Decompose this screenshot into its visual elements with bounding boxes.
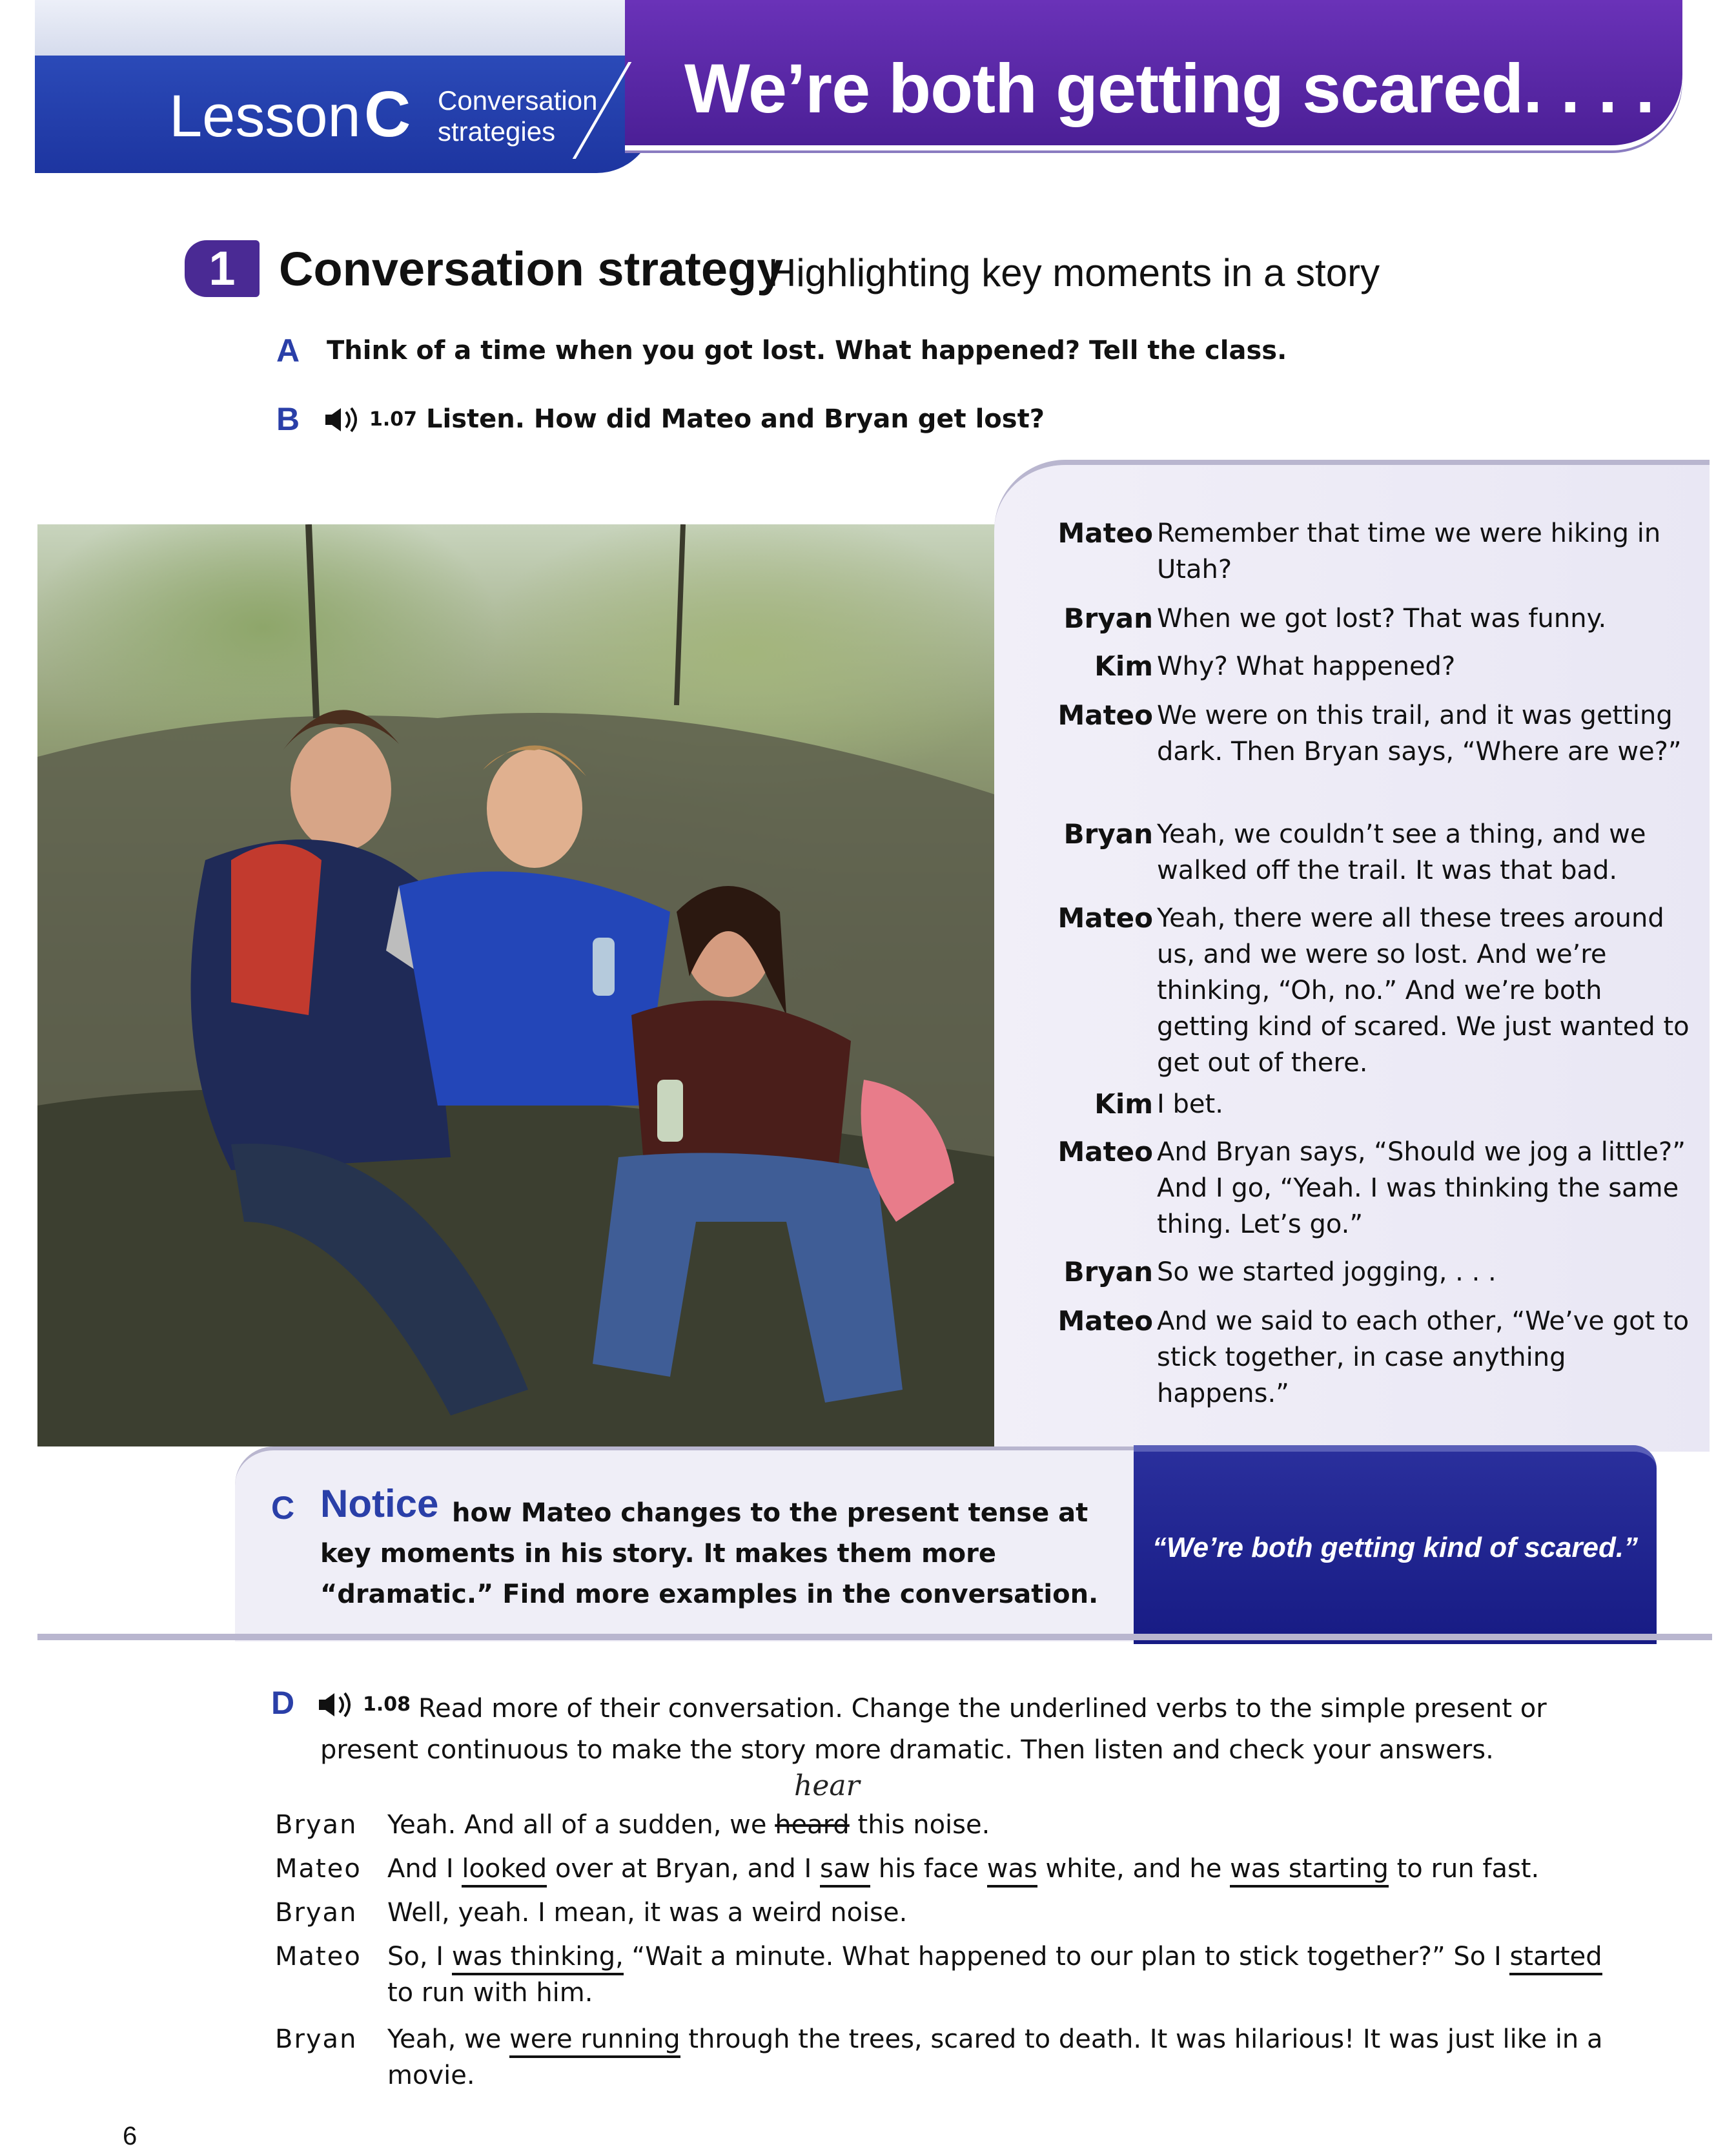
dialogue-text: Yeah, we	[387, 2024, 510, 2054]
section-title: Conversation strategy	[279, 242, 784, 296]
notice-text-block	[320, 1493, 1121, 1615]
speaker-line: And Bryan says, “Should we jog a little?” And I go, “Yeah. I was thinking the same thing. Let’s go.”	[1157, 1137, 1686, 1239]
speaker-line: We were on this trail, and it was getting dark. Then Bryan says, “Where are we?”	[1157, 701, 1682, 767]
dialogue-line	[387, 2021, 1614, 2094]
speaker-name: Bryan	[1063, 602, 1153, 634]
speaker-line: And we said to each other, “We’ve got to stick together, in case anything happens.”	[1157, 1306, 1690, 1408]
dialogue-text: his face	[870, 1854, 987, 1884]
lesson-letter: C	[364, 78, 411, 150]
lesson-subtitle-line2: strategies	[438, 116, 556, 147]
speaker-name: Mateo	[1057, 699, 1153, 731]
dialogue-speaker: Bryan	[275, 2024, 358, 2054]
underlined-verb[interactable]: started	[1509, 1942, 1602, 1975]
dialogue-text: white, and he	[1037, 1854, 1231, 1884]
underlined-verb[interactable]: was starting	[1230, 1854, 1389, 1888]
underlined-verb[interactable]: was thinking,	[452, 1942, 624, 1975]
step-d-letter: D	[271, 1685, 295, 1721]
dialogue-text: And I	[387, 1854, 462, 1884]
hikers-photo	[37, 524, 998, 1446]
panel-bottom-bar	[37, 1634, 1712, 1640]
step-b-text: Listen. How did Mateo and Bryan get lost?	[426, 404, 1045, 434]
speaker-name: Kim	[1094, 650, 1153, 682]
dialogue-text: over at Bryan, and I	[547, 1854, 821, 1884]
speaker-name: Bryan	[1063, 818, 1153, 850]
dialogue-text: So, I	[387, 1942, 452, 1971]
speaker-line: Why? What happened?	[1157, 652, 1456, 681]
underlined-verb[interactable]: was	[987, 1854, 1037, 1888]
step-d-text-block	[320, 1688, 1611, 1771]
speaker-line: Remember that time we were hiking in Utah?	[1157, 519, 1661, 584]
step-d-text: Read more of their conversation. Change the underlined verbs to the simple present or present continuous to make the story more dramatic. Then listen and check your answers.	[320, 1694, 1547, 1765]
header-top-strip	[35, 0, 680, 56]
speaker-name: Mateo	[1057, 1136, 1153, 1168]
dialogue-text: this noise.	[849, 1810, 990, 1840]
handwritten-answer: hear	[794, 1769, 860, 1802]
crossed-out-verb: heard	[775, 1810, 850, 1840]
speaker-line: Yeah, there were all these trees around us, and we were so lost. And we’re thinking, “Oh, no.” And we’re both getting kind of scared. We just wanted to get out of there.	[1157, 903, 1690, 1078]
speaker-line: Yeah, we couldn’t see a thing, and we walked off the trail. It was that bad.	[1157, 819, 1646, 885]
dialogue-speaker: Mateo	[275, 1854, 362, 1884]
speaker-line: So we started jogging, . . .	[1157, 1257, 1496, 1287]
dialogue-line	[387, 1939, 1614, 2011]
underlined-verb[interactable]: looked	[462, 1854, 547, 1888]
speaker-name: Mateo	[1057, 902, 1153, 934]
speaker-line: When we got lost? That was funny.	[1157, 604, 1607, 633]
lesson-title: We’re both getting scared. . . .	[684, 49, 1655, 127]
dialogue-text: through the trees, scared to death. It was hilarious! It was just like in a movie.	[387, 2024, 1603, 2090]
section-subtitle: Highlighting key moments in a story	[768, 251, 1380, 294]
speaker-line: I bet.	[1157, 1089, 1223, 1119]
conversation-panel	[994, 460, 1710, 1452]
example-quote: “We’re both getting kind of scared.”	[1152, 1532, 1639, 1563]
speaker-name: Bryan	[1063, 1256, 1153, 1288]
audio-speaker-icon[interactable]	[323, 406, 364, 437]
step-b-letter: B	[276, 401, 300, 437]
step-b-track-number: 1.07	[369, 408, 418, 431]
speaker-name: Mateo	[1057, 517, 1153, 549]
dialogue-line	[387, 1895, 1614, 1931]
dialogue-line	[387, 1851, 1614, 1887]
underlined-verb[interactable]: were running	[509, 2024, 680, 2058]
dialogue-text: to run fast.	[1388, 1854, 1540, 1884]
dialogue-speaker: Bryan	[275, 1810, 358, 1840]
page-number: 6	[123, 2122, 138, 2150]
step-c-letter: C	[271, 1490, 295, 1526]
notice-heading: Notice	[320, 1482, 439, 1525]
notice-text: how Mateo changes to the present tense at key moments in his story. It makes them more “dramatic.” Find more examples in the conversation.	[320, 1498, 1099, 1609]
lesson-subtitle	[438, 85, 618, 147]
lesson-label: Lesson	[169, 83, 361, 149]
section-number-badge: 1	[185, 240, 260, 297]
speaker-name: Kim	[1094, 1088, 1153, 1120]
dialogue-text: “Wait a minute. What happened to our plan to stick together?” So I	[623, 1942, 1510, 1971]
lesson-subtitle-line1: Conversation	[438, 85, 598, 116]
step-d-track-number: 1.08	[363, 1693, 411, 1716]
dialogue-speaker: Bryan	[275, 1898, 358, 1928]
example-quote-box	[1134, 1445, 1657, 1644]
step-a-letter: A	[276, 333, 300, 369]
step-a-text: Think of a time when you got lost. What happened? Tell the class.	[327, 336, 1287, 365]
dialogue-text: Yeah. And all of a sudden, we	[387, 1810, 775, 1840]
dialogue-text: Well, yeah. I mean, it was a weird noise.	[387, 1898, 908, 1928]
speaker-name: Mateo	[1057, 1305, 1153, 1337]
underlined-verb[interactable]: saw	[820, 1854, 870, 1888]
dialogue-line	[387, 1807, 1614, 1843]
dialogue-text: to run with him.	[387, 1978, 593, 2008]
dialogue-speaker: Mateo	[275, 1942, 362, 1971]
